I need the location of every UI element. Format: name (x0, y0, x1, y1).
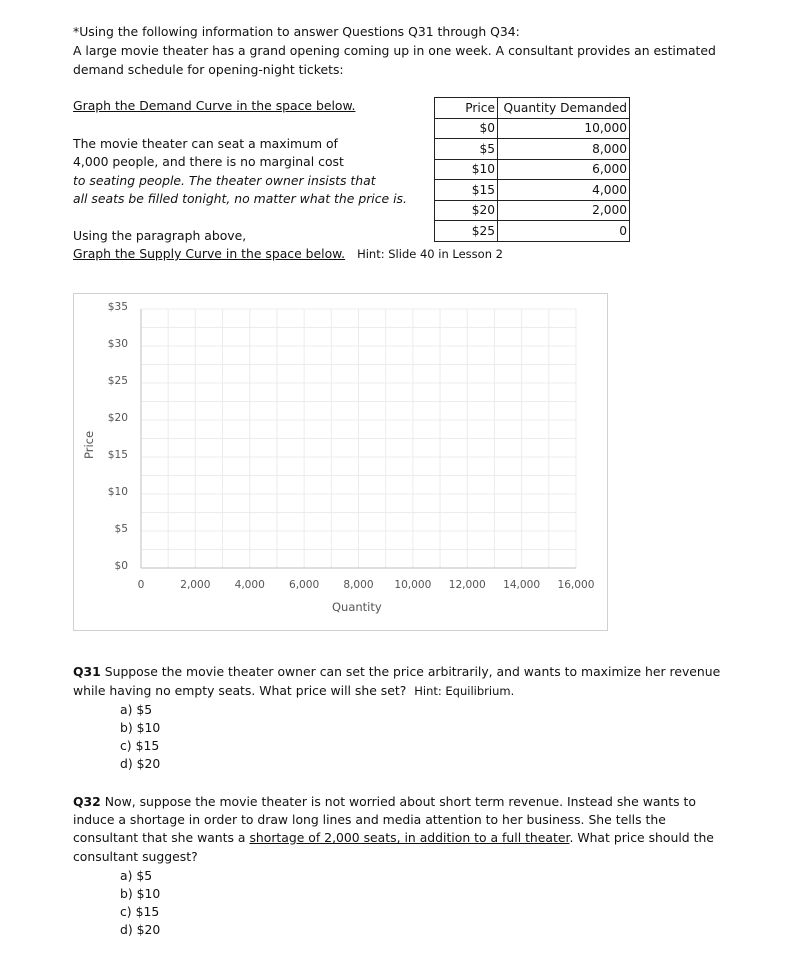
x-axis-title: Quantity (332, 600, 382, 614)
q31-option-c: c) $15 (120, 738, 160, 753)
table-row (435, 180, 630, 201)
q31-option-a: a) $5 (120, 702, 153, 717)
cell-price: $0 (435, 118, 498, 139)
cell-quantity: 6,000 (498, 159, 630, 180)
table-row (435, 159, 630, 180)
paragraph-line-3: to seating people. The theater owner insists that (73, 173, 376, 188)
cell-price: $25 (435, 221, 498, 242)
y-axis-title: Price (82, 430, 96, 459)
paragraph-line-4: all seats be filled tonight, no matter what the price is. (73, 191, 407, 206)
q31-hint: Hint: Equilibrium. (414, 684, 515, 698)
q32-option-b: b) $10 (120, 886, 161, 901)
table-row (435, 139, 630, 160)
cell-quantity: 0 (498, 221, 630, 242)
y-tick-label: $35 (107, 301, 128, 313)
intro-line-2: A large movie theater has a grand opening coming up in one week. A consultant provides an estimated (73, 43, 716, 58)
intro-line-3: demand schedule for opening-night tickets: (73, 62, 344, 77)
q32-text-3b: . What price should the (569, 830, 714, 845)
q32-line-1 (73, 794, 696, 809)
x-tick-label: 2,000 (180, 579, 211, 591)
cell-price: $5 (435, 139, 498, 160)
supply-line-1: Using the paragraph above, (73, 228, 247, 243)
cell-price: $15 (435, 180, 498, 201)
q32-option-d: d) $20 (120, 922, 161, 937)
header-quantity: Quantity Demanded (498, 98, 630, 119)
cell-price: $20 (435, 200, 498, 221)
demand-schedule-table (434, 97, 630, 242)
cell-quantity: 8,000 (498, 139, 630, 160)
q32-text-3a: consultant that she wants a (73, 830, 250, 845)
q32-text-1: Now, suppose the movie theater is not worried about short term revenue. Instead she wants to (100, 794, 696, 809)
q31-text-2: while having no empty seats. What price will she set? (73, 683, 407, 698)
x-tick-label: 6,000 (288, 579, 320, 591)
table-header-row (435, 98, 630, 119)
table-row (435, 221, 630, 242)
q31-option-b: b) $10 (120, 720, 161, 735)
supply-hint: Hint: Slide 40 in Lesson 2 (357, 247, 503, 261)
y-tick-label: $30 (107, 338, 128, 350)
q32-line-2: induce a shortage in order to draw long lines and media attention to her business. She tells the (73, 812, 666, 827)
q32-line-3 (73, 830, 714, 845)
cell-quantity: 2,000 (498, 200, 630, 221)
y-tick-label: $15 (107, 449, 128, 461)
q31-label: Q31 (73, 664, 101, 679)
y-tick-label: $25 (107, 375, 128, 387)
demand-heading: Graph the Demand Curve in the space below. (73, 98, 356, 113)
paragraph-line-2: 4,000 people, and there is no marginal cost (73, 154, 344, 169)
cell-price: $10 (435, 159, 498, 180)
x-tick-label: 14,000 (503, 579, 541, 591)
cell-quantity: 4,000 (498, 180, 630, 201)
q32-label: Q32 (73, 794, 101, 809)
q32-shortage-text: shortage of 2,000 seats, in addition to a full theater (249, 830, 570, 845)
q32-line-4: consultant suggest? (73, 849, 198, 864)
header-price: Price (435, 98, 498, 119)
y-tick-label: $5 (114, 523, 128, 535)
y-tick-label: $20 (107, 412, 128, 424)
y-tick-label: $10 (107, 486, 128, 498)
x-tick-label: 12,000 (448, 579, 486, 591)
table-row (435, 118, 630, 139)
x-tick-label: 16,000 (557, 579, 595, 591)
y-tick-label: $0 (114, 560, 128, 572)
q31-option-d: d) $20 (120, 756, 161, 771)
paragraph-line-1: The movie theater can seat a maximum of (73, 136, 338, 151)
q32-option-c: c) $15 (120, 904, 160, 919)
cell-quantity: 10,000 (498, 118, 630, 139)
q31-text-1: Suppose the movie theater owner can set the price arbitrarily, and wants to maximize her revenue (100, 664, 721, 679)
intro-line-1: *Using the following information to answer Questions Q31 through Q34: (73, 24, 520, 39)
q32-option-a: a) $5 (120, 868, 153, 883)
table-row (435, 200, 630, 221)
blank-graph[interactable] (73, 293, 608, 631)
x-tick-label: 8,000 (343, 579, 374, 591)
x-tick-label: 10,000 (394, 579, 432, 591)
supply-instruction (73, 246, 503, 261)
x-tick-label: 4,000 (234, 579, 265, 591)
supply-heading: Graph the Supply Curve in the space below. (73, 246, 346, 261)
q31-line-1 (73, 664, 720, 679)
q31-line-2 (73, 683, 514, 698)
x-tick-label: 0 (137, 579, 145, 591)
